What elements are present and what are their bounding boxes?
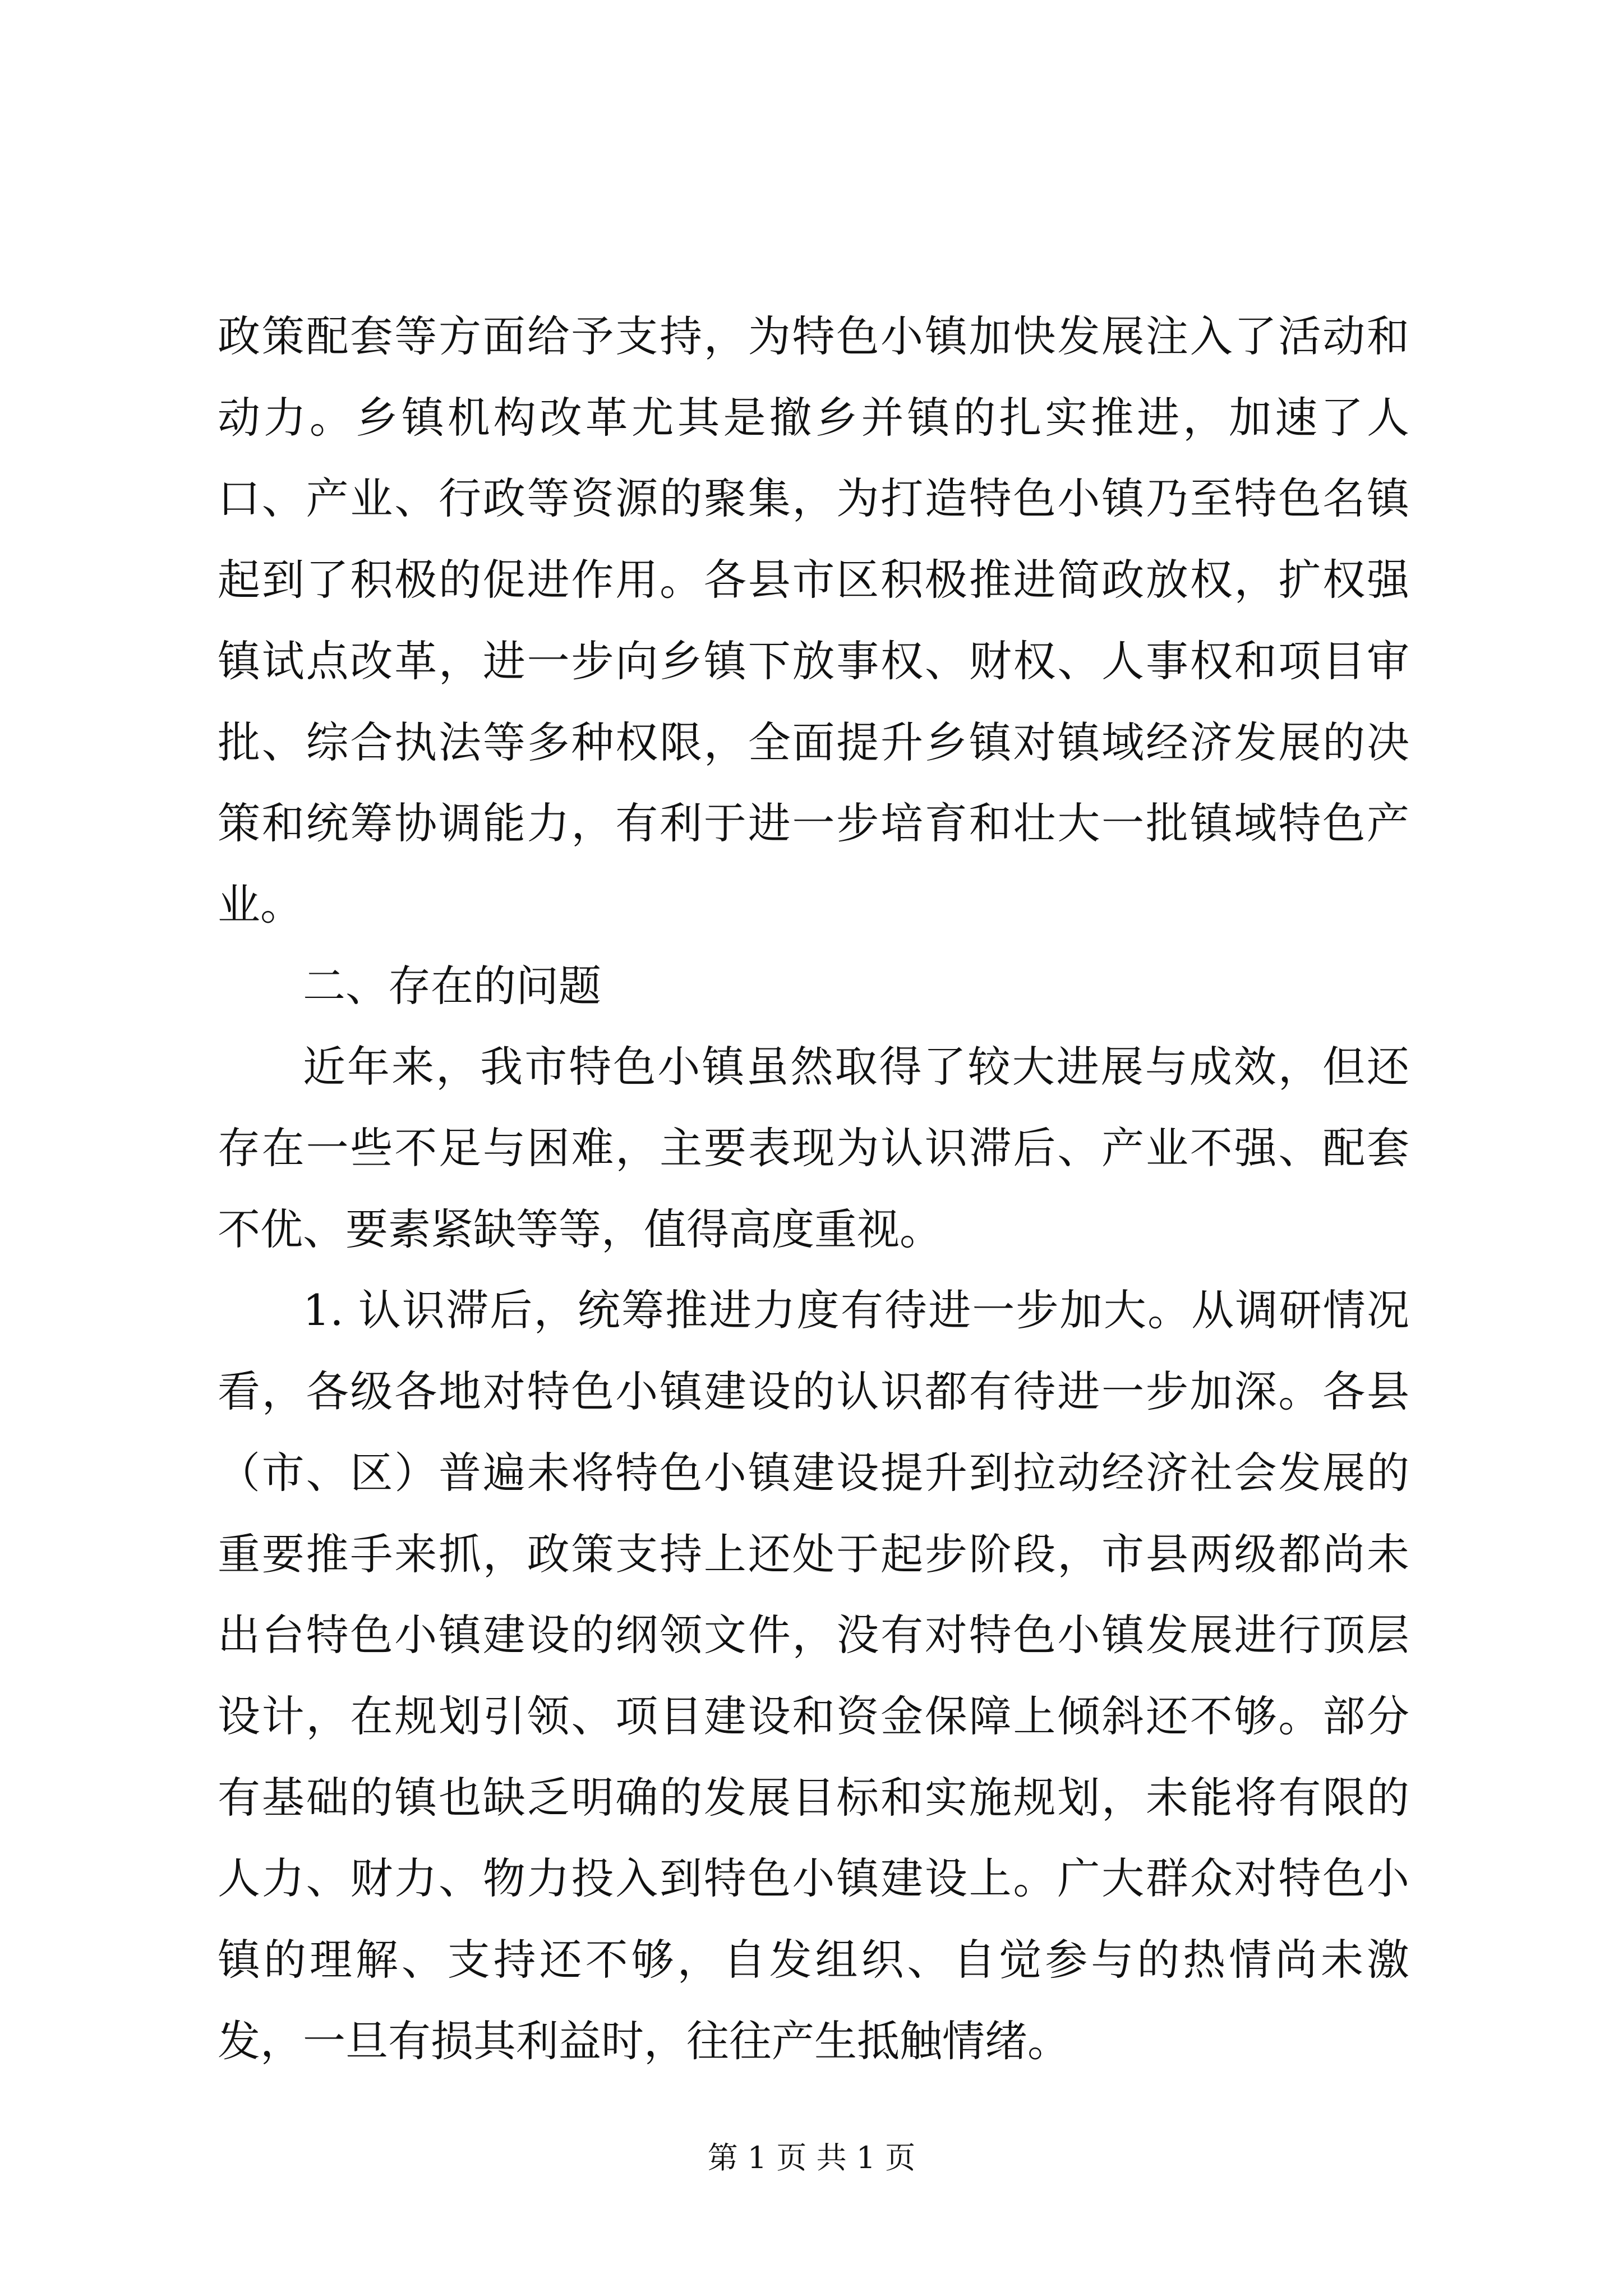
paragraph-point-1: 1. 认识滞后，统筹推进力度有待进一步加大。从调研情况看，各级各地对特色小镇建设的认识都有待进一步加深。各县（市、区）普遍未将特色小镇建设提升到拉动经济社会发展的重要推手来抓，政策支持上还处于起步阶段，市县两级都尚未出台特色小镇建设的纲领文件，没有对特色小镇发展进行顶层设计，在规划引领、项目建设和资金保障上倾斜还不够。部分有基础的镇也缺乏明确的发展目标和实施规划，未能将有限的人力、财力、物力投入到特色小镇建设上。广大群众对特色小镇的理解、支持还不够，自发组织、自觉参与的热情尚未激发，一旦有损其利益时，往往产生抵触情绪。 [218, 1285, 1409, 2066]
paragraph-continuation: 政策配套等方面给予支持，为特色小镇加快发展注入了活动和动力。乡镇机构改革尤其是撤乡并镇的扎实推进，加速了人口、产业、行政等资源的聚集，为打造特色小镇乃至特色名镇起到了积极的促进作用。各县市区积极推进简政放权，扩权强镇试点改革，进一步向乡镇下放事权、财权、人事权和项目审批、综合执法等多种权限，全面提升乡镇对镇域经济发展的决策和统筹协调能力，有利于进一步培育和壮大一批镇域特色产业。 [218, 311, 1409, 930]
page-footer: 第 1 页 共 1 页 [707, 2140, 916, 2175]
document-body [218, 296, 1409, 2082]
section-heading: 二、存在的问题 [303, 960, 601, 1011]
paragraph-intro: 近年来，我市特色小镇虽然取得了较大进展与成效，但还存在一些不足与困难，主要表现为认识滞后、产业不强、配套不优、要素紧缺等等，值得高度重视。 [218, 1042, 1409, 1254]
